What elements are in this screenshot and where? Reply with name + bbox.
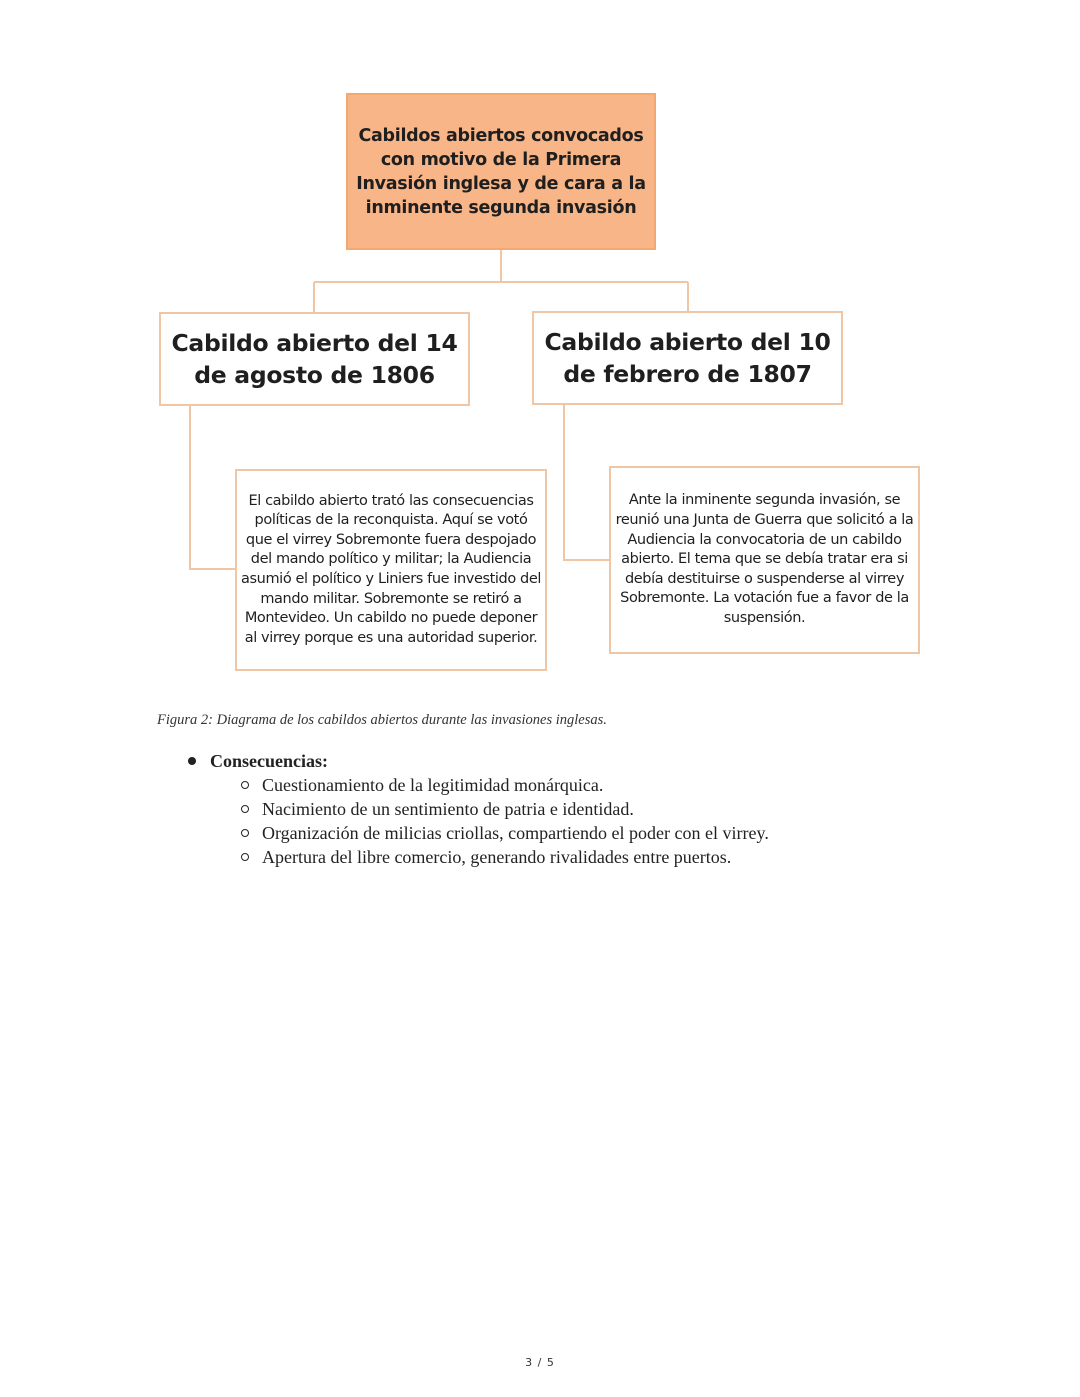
diagram-root-text: Cabildos abiertos convocados con motivo de la Primera Invasión inglesa y de cara a la inminente segunda invasión	[356, 125, 646, 218]
list-item-text: Organización de milicias criollas, compartiendo el poder con el virrey.	[262, 823, 769, 843]
list-item-text: Apertura del libre comercio, generando rivalidades entre puertos.	[262, 847, 732, 867]
list-item-text: Nacimiento de un sentimiento de patria e identidad.	[262, 799, 634, 819]
diagram-left-detail: El cabildo abierto trató las consecuencias políticas de la reconquista. Aquí se votó que el virrey Sobremonte fuera despojado del mando político y militar; la Audiencia asumió el político y Liniers fue investido del mando militar. Sobremonte se retiró a Montevideo. Un cabildo no puede deponer al virrey porque es una autoridad superior.	[241, 492, 541, 646]
figure-caption: Figura 2: Diagrama de los cabildos abiertos durante las invasiones inglesas.	[157, 712, 607, 728]
diagram-right-title-box	[532, 311, 843, 405]
diagram-right-title: Cabildo abierto del 10 de febrero de 1807	[544, 328, 831, 388]
consequences-list	[186, 749, 986, 869]
left-detail-connector	[190, 406, 235, 569]
hollow-bullet-icon	[241, 853, 249, 861]
consequences-title: Consecuencias:	[210, 751, 328, 771]
right-detail-connector	[564, 405, 609, 560]
list-item-text: Cuestionamiento de la legitimidad monárquica.	[262, 775, 604, 795]
hollow-bullet-icon	[241, 805, 249, 813]
list-item	[186, 845, 986, 869]
list-item	[186, 797, 986, 821]
diagram-root-box	[346, 93, 656, 250]
diagram-right-detail: Ante la inminente segunda invasión, se reunió una Junta de Guerra que solicitó a la Audiencia la convocatoria de un cabildo abierto. El tema que se debía tratar era si debía destituirse o suspenderse al virrey Sobremonte. La votación fue a favor de la suspensión.	[615, 492, 914, 626]
diagram-left-title-box	[159, 312, 470, 406]
diagram-left-title: Cabildo abierto del 14 de agosto de 1806	[171, 329, 458, 389]
consequences-sublist	[186, 773, 986, 869]
hollow-bullet-icon	[241, 829, 249, 837]
list-item	[186, 773, 986, 797]
consequences-bullet	[186, 749, 986, 773]
diagram-left-detail-box	[235, 469, 547, 671]
hollow-bullet-icon	[241, 781, 249, 789]
list-item	[186, 821, 986, 845]
bullet-dot-icon	[188, 757, 196, 765]
diagram-right-detail-box	[609, 466, 920, 654]
page-number: 3 / 5	[525, 1356, 555, 1369]
